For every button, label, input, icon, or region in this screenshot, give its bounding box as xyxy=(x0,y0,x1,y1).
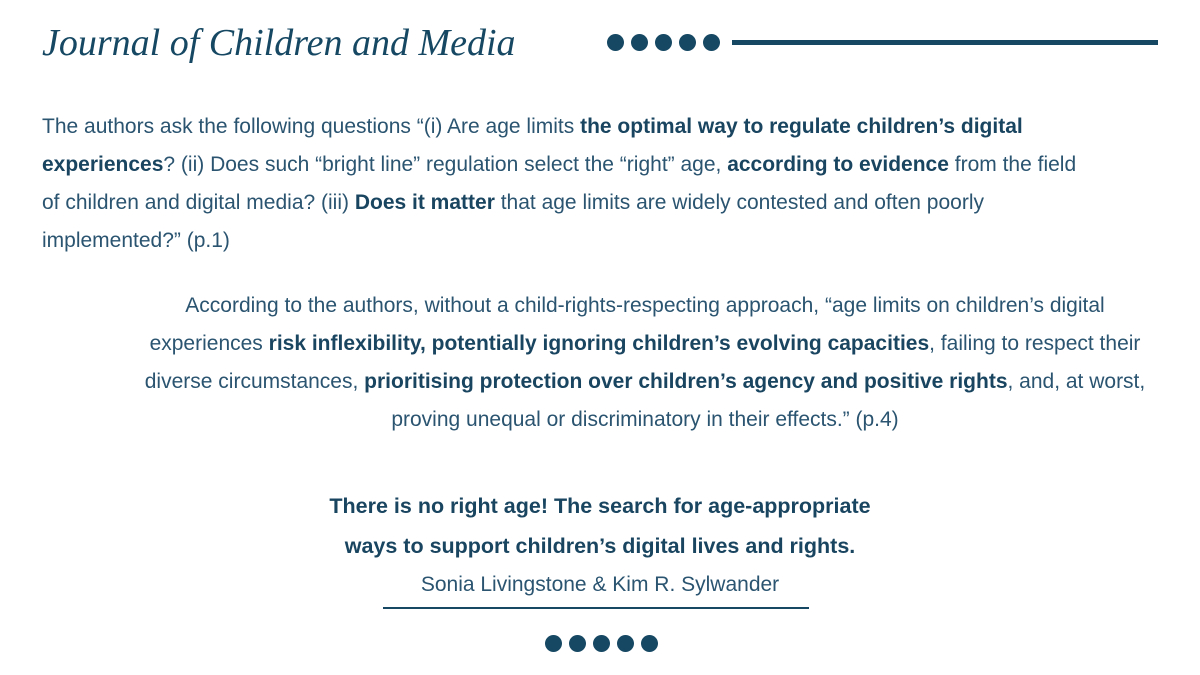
quote-questions xyxy=(42,108,1092,260)
book-citation xyxy=(200,486,1000,604)
quote-text: , and, at worst, proving unequal or discriminatory in their effects.” (p.4) xyxy=(391,370,1146,431)
citation-underline xyxy=(383,607,809,609)
quote-text: According to the authors, without a child-rights-respecting approach, “age limits on children’s digital experiences xyxy=(149,294,1105,355)
quote-emphasis: risk inflexibility, potentially ignoring children’s evolving capacities xyxy=(268,332,930,355)
bottom-dots-decoration xyxy=(545,635,658,652)
dot-icon xyxy=(679,34,696,51)
quote-text: The authors ask the following questions “(i) Are age limits xyxy=(42,115,581,138)
dot-icon xyxy=(631,34,648,51)
dot-icon xyxy=(703,34,720,51)
top-dots-decoration xyxy=(607,34,720,51)
quote-emphasis: Does it matter xyxy=(354,191,495,214)
dot-icon xyxy=(655,34,672,51)
quote-text: , failing to respect their diverse circumstances, xyxy=(144,332,1141,393)
dot-icon xyxy=(607,34,624,51)
book-authors: Sonia Livingstone & Kim R. Sylwander xyxy=(420,573,780,596)
quote-text: ? (ii) Does such “bright line” regulation select the “right” age, xyxy=(163,153,728,176)
quote-emphasis: according to evidence xyxy=(727,153,949,176)
quote-emphasis: prioritising protection over children’s agency and positive rights xyxy=(364,370,1008,393)
dot-icon xyxy=(569,635,586,652)
book-title-line: ways to support children’s digital lives and rights. xyxy=(344,534,856,558)
dot-icon xyxy=(617,635,634,652)
dot-icon xyxy=(545,635,562,652)
quote-text: from the field of children and digital media? (iii) xyxy=(42,153,1077,214)
dot-icon xyxy=(593,635,610,652)
header-divider xyxy=(732,40,1158,45)
quote-age-limits xyxy=(130,287,1160,439)
dot-icon xyxy=(641,635,658,652)
journal-title: Journal of Children and Media xyxy=(42,22,516,64)
quote-text: that age limits are widely contested and often poorly implemented?” (p.1) xyxy=(42,191,984,252)
book-title-line: There is no right age! The search for age-appropriate xyxy=(329,494,871,518)
quote-emphasis: the optimal way to regulate children’s digital experiences xyxy=(42,115,1023,176)
book-title xyxy=(200,486,1000,566)
